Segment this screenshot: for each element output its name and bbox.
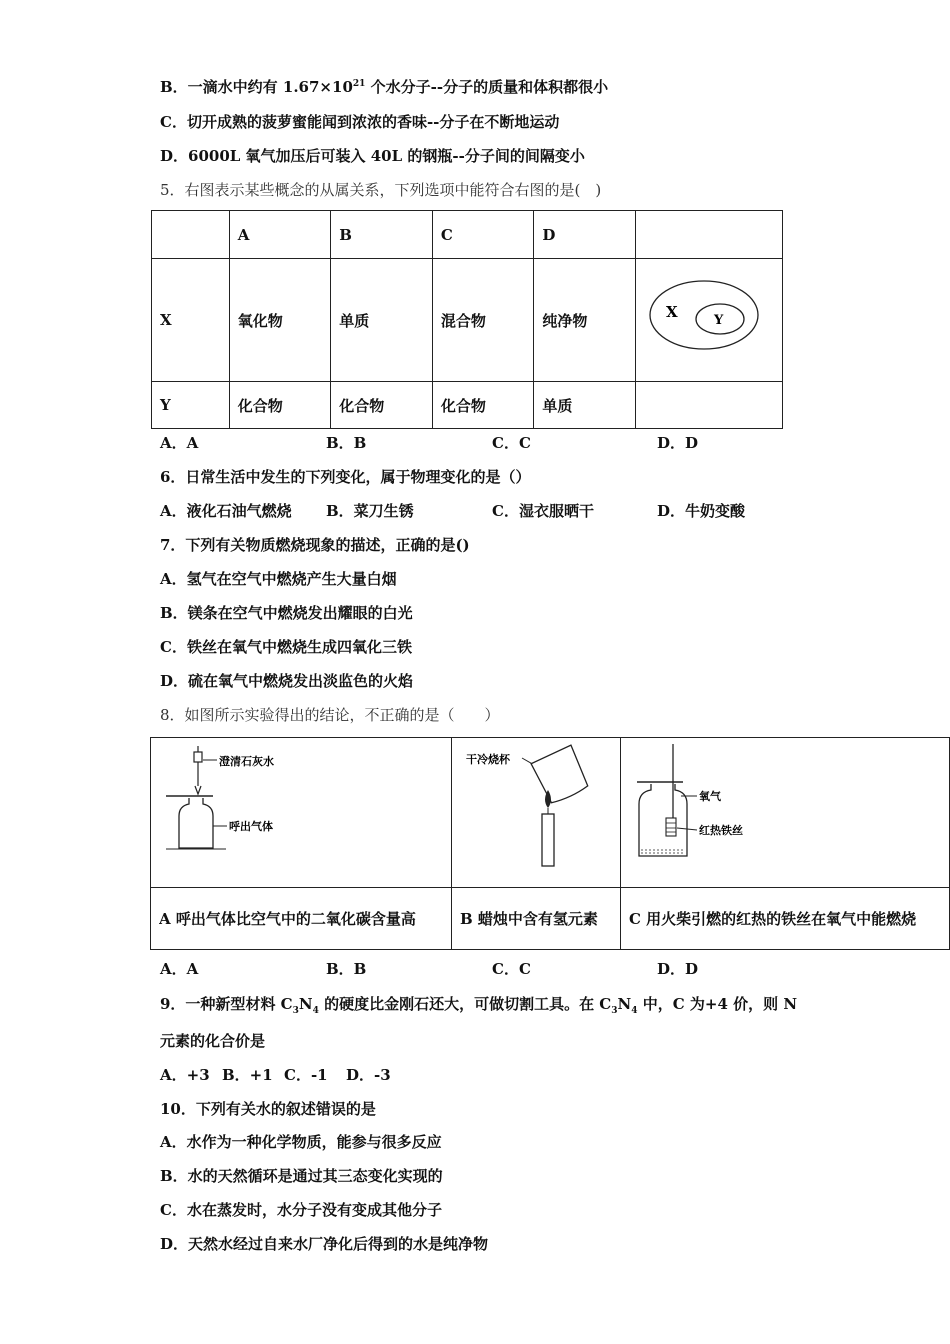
q8-experiment-table — [150, 737, 950, 950]
q8-figure-a-exhaled-label: 呼出气体 — [229, 820, 273, 833]
q5-option-d[interactable]: D．D — [657, 434, 699, 452]
q9-option-a[interactable]: A．+3 — [160, 1066, 210, 1084]
q7-option-d[interactable]: D．硫在氧气中燃烧发出淡监色的火焰 — [160, 672, 414, 690]
q6-option-d[interactable]: D．牛奶变酸 — [657, 502, 746, 520]
q5-row-y-a: 化合物 — [229, 382, 331, 429]
q5-row-x — [152, 259, 783, 382]
q5-option-b[interactable]: B．B — [326, 434, 367, 452]
q5-row-x-d: 纯净物 — [534, 259, 636, 382]
q5-row-x-c: 混合物 — [432, 259, 534, 382]
q4-option-d: D．6000L 氧气加压后可装入 40L 的钢瓶--分子间的间隔变小 — [160, 147, 585, 165]
q6-option-a[interactable]: A．液化石油气燃烧 — [160, 502, 292, 520]
q9-stem-part2: N — [298, 995, 313, 1013]
q8-figure-b-beaker-label: 干冷烧杯 — [466, 753, 510, 766]
q5-row-y — [152, 382, 783, 429]
q5-header-diagram-empty — [635, 211, 782, 259]
q5-venn-diagram — [636, 259, 782, 377]
q8-figure-c-wire-label: 红热铁丝 — [699, 824, 743, 837]
q8-option-a[interactable]: A．A — [160, 960, 199, 978]
q5-row-x-a: 氧化物 — [229, 259, 331, 382]
q5-stem: 5．右图表示某些概念的从属关系，下列选项中能符合右图的是( ) — [160, 181, 602, 199]
q8-figure-row — [151, 738, 950, 888]
q8-caption-a — [151, 888, 452, 950]
q9-sub4: 4 — [631, 1006, 638, 1016]
q5-header-b: B — [331, 211, 433, 259]
q4-option-b — [160, 76, 608, 97]
q8-caption-b-text: B 蜡烛中含有氢元素 — [460, 910, 598, 928]
q9-stem-part4: N — [617, 995, 632, 1013]
q9-options — [160, 1064, 800, 1086]
q9-sub3: 3 — [611, 1006, 618, 1016]
q8-figure-a-cell — [151, 738, 452, 888]
q4-option-c: C．切开成熟的菠萝蜜能闻到浓浓的香味--分子在不断地运动 — [160, 113, 560, 131]
q5-row-y-d: 单质 — [534, 382, 636, 429]
q5-row-y-empty — [635, 382, 782, 429]
q8-figure-c-cell — [621, 738, 950, 888]
q5-row-x-label: X — [152, 259, 230, 382]
q6-options — [160, 500, 800, 522]
q5-header-a: A — [229, 211, 331, 259]
q8-figure-b-cell — [452, 738, 621, 888]
q4-option-b-exponent: 21 — [352, 79, 366, 89]
q9-stem-part1: 9．一种新型材料 C — [160, 995, 293, 1013]
q8-option-c[interactable]: C．C — [492, 960, 531, 978]
q5-option-c[interactable]: C．C — [492, 434, 531, 452]
q9-stem-part5: 中，C 为+4 价，则 N — [637, 995, 798, 1013]
q9-option-c[interactable]: C．-1 — [284, 1066, 328, 1084]
q7-stem: 7．下列有关物质燃烧现象的描述，正确的是() — [160, 536, 470, 554]
q9-sub1: 3 — [292, 1006, 299, 1016]
q5-option-a[interactable]: A．A — [160, 434, 199, 452]
q5-header-empty — [152, 211, 230, 259]
q9-option-d[interactable]: D．-3 — [346, 1066, 391, 1084]
q6-option-c[interactable]: C．湿衣服晒干 — [492, 502, 594, 520]
q8-stem: 8．如图所示实验得出的结论，不正确的是（ ） — [160, 706, 500, 724]
q8-figure-c-iron-wire — [621, 738, 949, 883]
q8-option-b[interactable]: B．B — [326, 960, 367, 978]
q8-options — [160, 958, 800, 980]
q7-option-c[interactable]: C．铁丝在氧气中燃烧生成四氧化三铁 — [160, 638, 412, 656]
q9-stem-part3: 的硬度比金刚石还大，可做切割工具。在 C — [318, 995, 612, 1013]
q5-header-row — [152, 211, 783, 259]
q9-stem — [160, 993, 797, 1016]
q10-option-d[interactable]: D．天然水经过自来水厂净化后得到的水是纯净物 — [160, 1235, 489, 1253]
q5-outer-label: X — [665, 303, 678, 321]
q8-figure-a-exhaled-gas — [151, 738, 451, 883]
q7-option-a[interactable]: A．氢气在空气中燃烧产生大量白烟 — [160, 570, 397, 588]
q10-option-c[interactable]: C．水在蒸发时，水分子没有变成其他分子 — [160, 1201, 442, 1219]
q6-option-b[interactable]: B．菜刀生锈 — [326, 502, 414, 520]
q5-row-y-b: 化合物 — [331, 382, 433, 429]
q8-caption-c-text: C 用火柴引燃的红热的铁丝在氧气中能燃烧 — [629, 910, 917, 928]
q10-stem: 10．下列有关水的叙述错误的是 — [160, 1100, 376, 1118]
q5-inner-label: Y — [713, 313, 724, 328]
q8-caption-a-text: A 呼出气体比空气中的二氧化碳含量高 — [159, 910, 416, 928]
q6-stem: 6．日常生活中发生的下列变化，属于物理变化的是（） — [160, 468, 531, 486]
q8-option-d[interactable]: D．D — [657, 960, 699, 978]
q8-caption-c — [621, 888, 950, 950]
q5-options — [160, 432, 800, 454]
q5-row-x-b: 单质 — [331, 259, 433, 382]
q5-row-y-label: Y — [152, 382, 230, 429]
q10-option-b[interactable]: B．水的天然循环是通过其三态变化实现的 — [160, 1167, 443, 1185]
q5-diagram-cell — [635, 259, 782, 382]
q5-header-d: D — [534, 211, 636, 259]
q4-option-b-text-end: 个水分子--分子的质量和体积都很小 — [365, 78, 609, 96]
q5-row-y-c: 化合物 — [432, 382, 534, 429]
q8-caption-b — [452, 888, 621, 950]
q7-option-b[interactable]: B．镁条在空气中燃烧发出耀眼的白光 — [160, 604, 413, 622]
q10-option-a[interactable]: A．水作为一种化学物质，能参与很多反应 — [160, 1133, 442, 1151]
q9-stem-line2: 元素的化合价是 — [160, 1032, 266, 1050]
q8-figure-a-limewater-label: 澄清石灰水 — [219, 755, 274, 768]
q5-concept-table — [151, 210, 783, 429]
q9-sub2: 4 — [312, 1006, 319, 1016]
q8-figure-c-oxygen-label: 氧气 — [699, 790, 721, 803]
q8-caption-row — [151, 888, 950, 950]
q8-figure-b-candle — [452, 738, 620, 883]
q9-option-b[interactable]: B．+1 — [222, 1066, 273, 1084]
q4-option-b-text: B．一滴水中约有 1.67×10 — [160, 78, 353, 96]
q5-header-c: C — [432, 211, 534, 259]
